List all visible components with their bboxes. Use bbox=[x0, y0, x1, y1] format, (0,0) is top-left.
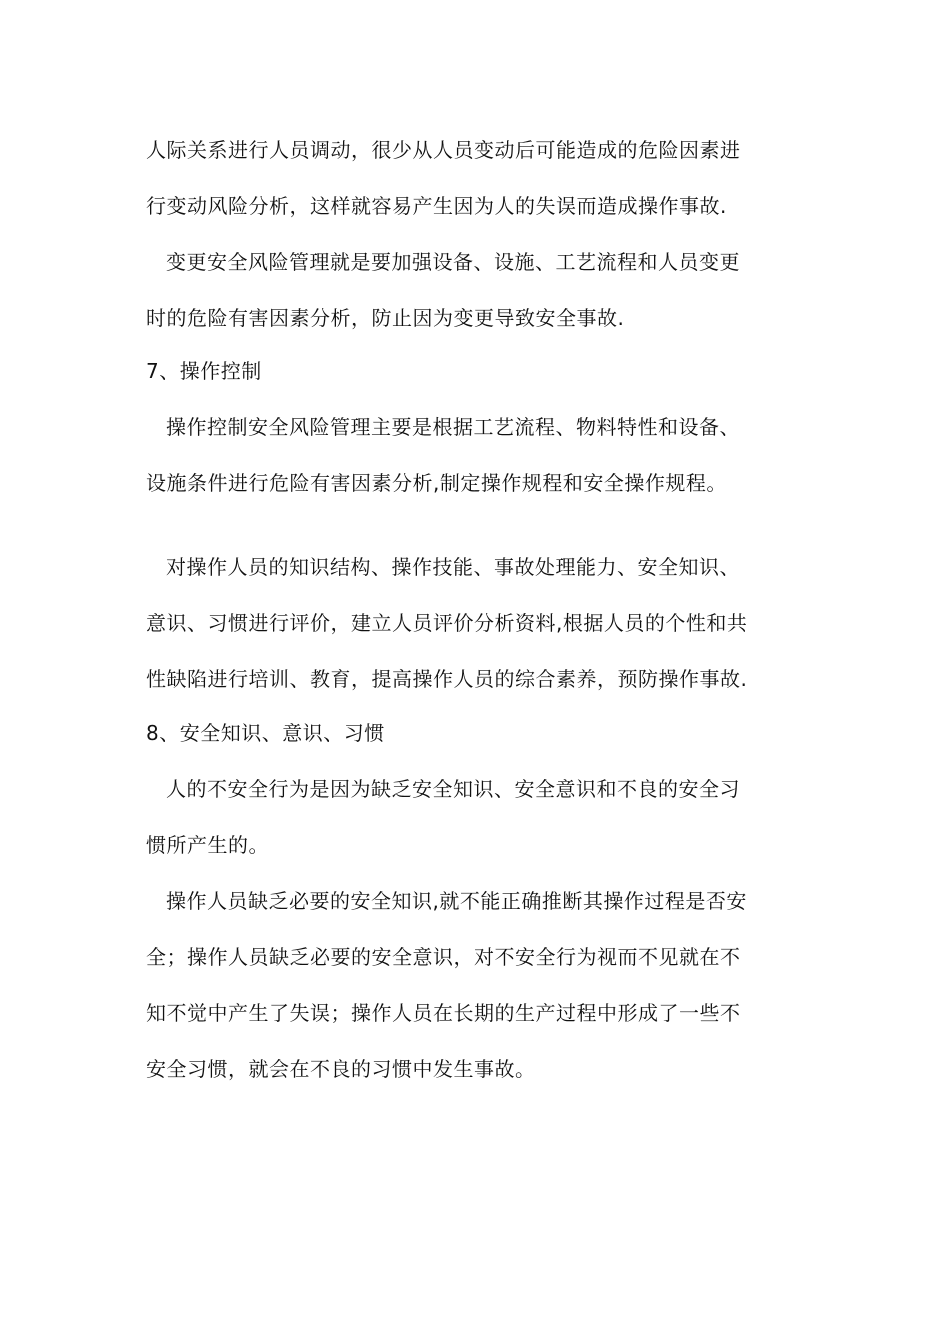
text-line-6: 操作控制安全风险管理主要是根据工艺流程、物料特性和设备、 bbox=[166, 415, 740, 439]
text-line-3: 变更安全风险管理就是要加强设备、设施、工艺流程和人员变更 bbox=[166, 250, 740, 274]
text-line-7: 设施条件进行危险有害因素分析,制定操作规程和安全操作规程。 bbox=[146, 471, 727, 495]
section-heading-7: 7、操作控制 bbox=[146, 359, 262, 383]
text-line-13: 惯所产生的。 bbox=[146, 833, 269, 857]
text-line-14: 操作人员缺乏必要的安全知识,就不能正确推断其操作过程是否安 bbox=[166, 889, 747, 913]
text-line-10: 性缺陷进行培训、教育，提高操作人员的综合素养，预防操作事故. bbox=[146, 667, 748, 691]
text-line-4: 时的危险有害因素分析，防止因为变更导致安全事故. bbox=[146, 306, 625, 330]
text-line-2: 行变动风险分析，这样就容易产生因为人的失误而造成操作事故. bbox=[146, 194, 727, 218]
section-heading-8: 8、安全知识、意识、习惯 bbox=[146, 721, 385, 745]
text-line-1: 人际关系进行人员调动，很少从人员变动后可能造成的危险因素进 bbox=[146, 138, 741, 162]
text-line-12: 人的不安全行为是因为缺乏安全知识、安全意识和不良的安全习 bbox=[166, 777, 740, 801]
text-line-8: 对操作人员的知识结构、操作技能、事故处理能力、安全知识、 bbox=[166, 555, 740, 579]
text-line-16: 知不觉中产生了失误；操作人员在长期的生产过程中形成了一些不 bbox=[146, 1001, 741, 1025]
text-line-15: 全；操作人员缺乏必要的安全意识，对不安全行为视而不见就在不 bbox=[146, 945, 741, 969]
text-line-17: 安全习惯，就会在不良的习惯中发生事故。 bbox=[146, 1057, 536, 1081]
text-line-9: 意识、习惯进行评价，建立人员评价分析资料,根据人员的个性和共 bbox=[146, 611, 748, 635]
